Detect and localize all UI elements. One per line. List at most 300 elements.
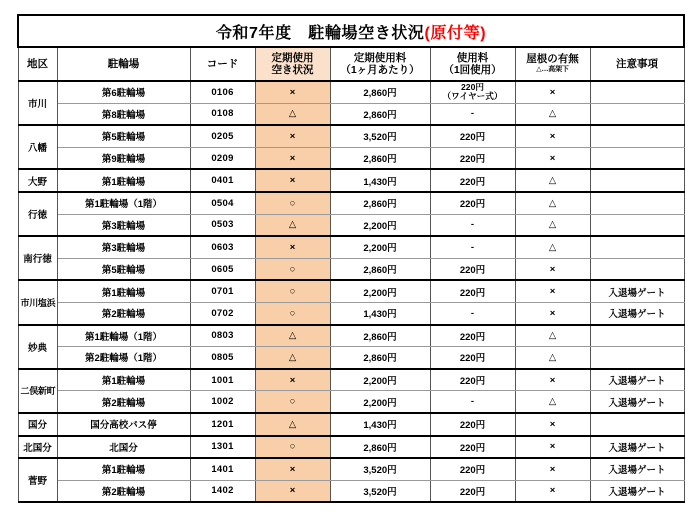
single-use-fee-note: （ワイヤー式） xyxy=(442,91,503,102)
availability-status-cell xyxy=(255,325,330,347)
title-row xyxy=(18,15,684,47)
area-label-text: 市川塩浜 xyxy=(20,297,56,308)
single-use-fee-cell xyxy=(430,458,515,480)
single-use-fee-text: 220円 xyxy=(461,82,484,93)
remarks-cell xyxy=(590,81,684,103)
remarks-cell xyxy=(590,325,684,347)
remarks-text: 入退場ゲート xyxy=(608,397,666,409)
parking-code-cell xyxy=(190,258,255,280)
parking-code-cell xyxy=(190,125,255,147)
roof-availability-symbol: △ xyxy=(548,396,557,408)
remarks-cell xyxy=(590,147,684,169)
parking-code-cell xyxy=(190,103,255,125)
remarks-cell xyxy=(590,436,684,459)
table-row xyxy=(18,125,684,147)
column-header-label: 屋根の有無 xyxy=(526,53,579,66)
remarks-cell xyxy=(590,192,684,214)
single-use-fee-cell xyxy=(430,413,515,436)
parking-name-cell xyxy=(57,125,190,147)
single-use-fee-cell xyxy=(430,325,515,347)
roof-availability-cell xyxy=(515,258,590,280)
single-use-fee-cell xyxy=(430,103,515,125)
single-use-fee-text: - xyxy=(470,396,475,408)
roof-availability-symbol: × xyxy=(549,152,556,164)
availability-status-symbol: × xyxy=(289,152,296,164)
area-label xyxy=(18,81,57,125)
roof-availability-cell xyxy=(515,302,590,324)
roof-availability-symbol: × xyxy=(549,307,556,319)
remarks-cell xyxy=(590,214,684,236)
parking-code-text: 0805 xyxy=(211,351,234,363)
roof-availability-cell xyxy=(515,480,590,502)
single-use-fee-cell xyxy=(430,302,515,324)
roof-availability-cell xyxy=(515,413,590,436)
single-use-fee-text: 220円 xyxy=(459,486,486,498)
availability-status-cell xyxy=(255,147,330,169)
parking-code-cell xyxy=(190,302,255,324)
table-row xyxy=(18,347,684,369)
parking-code-cell xyxy=(190,192,255,214)
availability-status-symbol: △ xyxy=(288,330,297,342)
monthly-fee-cell xyxy=(330,325,430,347)
single-use-fee-text: - xyxy=(470,108,475,120)
area-label-text: 国分 xyxy=(27,420,47,432)
table-row xyxy=(18,169,684,192)
availability-status-cell xyxy=(255,391,330,413)
parking-name-cell xyxy=(57,480,190,502)
parking-name-text: 第5駐輪場 xyxy=(101,265,146,277)
monthly-fee-text: 2,200円 xyxy=(363,243,397,255)
single-use-fee-text: 220円 xyxy=(459,376,486,388)
parking-name-cell xyxy=(57,81,190,103)
remarks-text: 入退場ゲート xyxy=(608,442,666,454)
availability-status-cell xyxy=(255,302,330,324)
availability-status-symbol: △ xyxy=(288,418,297,430)
roof-availability-symbol: △ xyxy=(548,108,557,120)
remarks-cell xyxy=(590,169,684,192)
table-row xyxy=(18,391,684,413)
parking-code-text: 0106 xyxy=(211,86,234,98)
parking-name-text: 第8駐輪場 xyxy=(101,109,146,121)
monthly-fee-cell xyxy=(330,258,430,280)
roof-availability-symbol: × xyxy=(549,485,556,497)
parking-code-cell xyxy=(190,436,255,459)
parking-name-text: 第1駐輪場（1階） xyxy=(84,199,163,211)
parking-name-text: 第3駐輪場 xyxy=(101,243,146,255)
monthly-fee-text: 1,430円 xyxy=(363,176,397,188)
availability-status-cell xyxy=(255,369,330,391)
monthly-fee-cell xyxy=(330,192,430,214)
monthly-fee-text: 2,200円 xyxy=(363,397,397,409)
monthly-fee-text: 2,860円 xyxy=(363,154,397,166)
single-use-fee-text: 220円 xyxy=(459,265,486,277)
parking-name-cell xyxy=(57,236,190,258)
area-label-text: 八幡 xyxy=(27,143,47,155)
remarks-cell xyxy=(590,458,684,480)
parking-name-cell xyxy=(57,302,190,324)
column-header-label: コード xyxy=(206,57,239,70)
parking-code-text: 1402 xyxy=(211,485,234,497)
table-row xyxy=(18,458,684,480)
parking-code-cell xyxy=(190,236,255,258)
monthly-fee-cell xyxy=(330,391,430,413)
parking-name-cell xyxy=(57,258,190,280)
parking-code-text: 0401 xyxy=(211,175,234,187)
single-use-fee-cell xyxy=(430,369,515,391)
availability-status-symbol: ○ xyxy=(289,307,296,319)
availability-status-cell xyxy=(255,458,330,480)
roof-availability-cell xyxy=(515,192,590,214)
roof-availability-symbol: × xyxy=(549,463,556,475)
parking-code-text: 0108 xyxy=(211,108,234,120)
monthly-fee-text: 3,520円 xyxy=(363,465,397,477)
roof-availability-symbol: × xyxy=(549,263,556,275)
monthly-fee-text: 2,860円 xyxy=(363,88,397,100)
roof-availability-cell xyxy=(515,436,590,459)
area-label xyxy=(18,280,57,324)
single-use-fee-cell xyxy=(430,258,515,280)
parking-name-text: 第1駐輪場 xyxy=(101,376,146,388)
availability-status-cell xyxy=(255,192,330,214)
parking-name-cell xyxy=(57,458,190,480)
remarks-cell xyxy=(590,413,684,436)
monthly-fee-cell xyxy=(330,369,430,391)
monthly-fee-text: 2,200円 xyxy=(363,220,397,232)
monthly-fee-cell xyxy=(330,436,430,459)
column-header-label: 使用料 xyxy=(456,51,489,64)
parking-code-text: 1002 xyxy=(211,396,234,408)
parking-availability-table xyxy=(17,14,685,503)
header-row xyxy=(18,47,684,81)
column-header-monthly xyxy=(330,47,430,81)
monthly-fee-cell xyxy=(330,347,430,369)
availability-status-symbol: × xyxy=(289,463,296,475)
remarks-text: 入退場ゲート xyxy=(608,465,666,477)
table-row xyxy=(18,302,684,324)
availability-status-symbol: ○ xyxy=(289,396,296,408)
availability-status-symbol: × xyxy=(289,86,296,98)
availability-status-symbol: △ xyxy=(288,108,297,120)
availability-status-symbol: ○ xyxy=(289,286,296,298)
roof-availability-cell xyxy=(515,214,590,236)
availability-status-symbol: ○ xyxy=(289,441,296,453)
parking-code-text: 1301 xyxy=(211,441,234,453)
column-header-code xyxy=(190,47,255,81)
roof-availability-symbol: × xyxy=(549,441,556,453)
single-use-fee-cell xyxy=(430,125,515,147)
remarks-cell xyxy=(590,280,684,302)
monthly-fee-text: 2,860円 xyxy=(363,109,397,121)
availability-status-symbol: × xyxy=(289,485,296,497)
remarks-cell xyxy=(590,391,684,413)
area-label xyxy=(18,236,57,280)
remarks-cell xyxy=(590,236,684,258)
parking-name-text: 第2駐輪場 xyxy=(101,309,146,321)
parking-name-cell xyxy=(57,413,190,436)
remarks-text: 入退場ゲート xyxy=(608,287,666,299)
monthly-fee-text: 3,520円 xyxy=(363,132,397,144)
area-label-text: 市川 xyxy=(27,99,47,111)
remarks-cell xyxy=(590,258,684,280)
roof-availability-cell xyxy=(515,391,590,413)
monthly-fee-cell xyxy=(330,302,430,324)
monthly-fee-text: 2,860円 xyxy=(363,265,397,277)
remarks-cell xyxy=(590,347,684,369)
monthly-fee-text: 1,430円 xyxy=(363,420,397,432)
availability-status-symbol: × xyxy=(289,241,296,253)
parking-name-cell xyxy=(57,169,190,192)
availability-status-cell xyxy=(255,347,330,369)
single-use-fee-cell xyxy=(430,147,515,169)
parking-code-text: 0504 xyxy=(211,197,234,209)
table-row xyxy=(18,369,684,391)
table-row xyxy=(18,280,684,302)
roof-availability-symbol: △ xyxy=(548,219,557,231)
column-header-note xyxy=(590,47,684,81)
roof-availability-symbol: × xyxy=(549,286,556,298)
monthly-fee-text: 2,200円 xyxy=(363,287,397,299)
parking-name-cell xyxy=(57,391,190,413)
roof-availability-symbol: × xyxy=(549,130,556,142)
parking-code-text: 0503 xyxy=(211,219,234,231)
monthly-fee-text: 2,860円 xyxy=(363,331,397,343)
roof-availability-cell xyxy=(515,103,590,125)
parking-code-text: 1001 xyxy=(211,374,234,386)
table-row xyxy=(18,258,684,280)
parking-name-text: 第1駐輪場（1階） xyxy=(84,331,163,343)
column-header-label: 定期使用 xyxy=(271,51,314,64)
column-header-roof xyxy=(515,47,590,81)
parking-code-cell xyxy=(190,214,255,236)
availability-status-cell xyxy=(255,169,330,192)
area-label-text: 二俣新町 xyxy=(20,386,56,397)
area-label xyxy=(18,369,57,413)
parking-code-text: 0701 xyxy=(211,286,234,298)
parking-code-cell xyxy=(190,325,255,347)
parking-name-cell xyxy=(57,192,190,214)
parking-name-cell xyxy=(57,214,190,236)
single-use-fee-cell xyxy=(430,169,515,192)
availability-status-cell xyxy=(255,480,330,502)
single-use-fee-text: 220円 xyxy=(459,420,486,432)
sheet-title-main: 令和7年度 駐輪場空き状況 xyxy=(215,24,425,42)
parking-name-text: 第2駐輪場 xyxy=(101,397,146,409)
single-use-fee-text: - xyxy=(470,219,475,231)
column-header-note: △…高架下 xyxy=(536,65,569,73)
roof-availability-cell xyxy=(515,280,590,302)
availability-status-cell xyxy=(255,236,330,258)
column-header-label-line2: 空き状況 xyxy=(271,64,314,76)
monthly-fee-cell xyxy=(330,214,430,236)
single-use-fee-text: 220円 xyxy=(459,132,486,144)
parking-name-text: 第2駐輪場 xyxy=(101,486,146,498)
area-label xyxy=(18,169,57,192)
parking-code-cell xyxy=(190,391,255,413)
single-use-fee-cell xyxy=(430,480,515,502)
table-row xyxy=(18,103,684,125)
parking-name-text: 北国分 xyxy=(109,442,138,454)
remarks-cell xyxy=(590,103,684,125)
parking-code-text: 0605 xyxy=(211,263,234,275)
parking-code-text: 0803 xyxy=(211,330,234,342)
table-row xyxy=(18,192,684,214)
parking-name-text: 第6駐輪場 xyxy=(101,88,146,100)
monthly-fee-cell xyxy=(330,103,430,125)
remarks-text: 入退場ゲート xyxy=(608,376,666,388)
parking-name-cell xyxy=(57,436,190,459)
remarks-text: 入退場ゲート xyxy=(608,486,666,498)
column-header-label: 駐輪場 xyxy=(107,57,140,70)
column-header-label: 地区 xyxy=(27,57,48,70)
monthly-fee-text: 2,200円 xyxy=(363,376,397,388)
table-row xyxy=(18,480,684,502)
availability-status-symbol: ○ xyxy=(289,197,296,209)
area-label-text: 菅野 xyxy=(27,476,47,488)
parking-name-text: 第9駐輪場 xyxy=(101,154,146,166)
parking-code-cell xyxy=(190,369,255,391)
single-use-fee-cell xyxy=(430,214,515,236)
table-row xyxy=(18,214,684,236)
availability-status-cell xyxy=(255,436,330,459)
parking-name-cell xyxy=(57,147,190,169)
parking-code-cell xyxy=(190,147,255,169)
column-header-name xyxy=(57,47,190,81)
single-use-fee-cell xyxy=(430,436,515,459)
parking-code-text: 1401 xyxy=(211,463,234,475)
parking-name-cell xyxy=(57,280,190,302)
monthly-fee-cell xyxy=(330,81,430,103)
column-header-status xyxy=(255,47,330,81)
parking-code-text: 1201 xyxy=(211,418,234,430)
parking-name-text: 第5駐輪場 xyxy=(101,132,146,144)
parking-code-cell xyxy=(190,280,255,302)
single-use-fee-text: 220円 xyxy=(459,199,486,211)
monthly-fee-cell xyxy=(330,147,430,169)
single-use-fee-text: 220円 xyxy=(459,287,486,299)
parking-name-cell xyxy=(57,369,190,391)
table-row xyxy=(18,413,684,436)
availability-status-symbol: × xyxy=(289,374,296,386)
table-body xyxy=(18,15,684,502)
parking-name-text: 第3駐輪場 xyxy=(101,220,146,232)
availability-status-cell xyxy=(255,214,330,236)
area-label xyxy=(18,125,57,169)
table-row xyxy=(18,436,684,459)
parking-code-cell xyxy=(190,81,255,103)
monthly-fee-text: 1,430円 xyxy=(363,309,397,321)
remarks-cell xyxy=(590,125,684,147)
parking-code-cell xyxy=(190,480,255,502)
monthly-fee-cell xyxy=(330,236,430,258)
column-header-label: 定期使用料 xyxy=(353,51,407,64)
roof-availability-cell xyxy=(515,458,590,480)
roof-availability-symbol: △ xyxy=(548,330,557,342)
remarks-cell xyxy=(590,369,684,391)
monthly-fee-cell xyxy=(330,413,430,436)
roof-availability-symbol: △ xyxy=(548,197,557,209)
roof-availability-cell xyxy=(515,325,590,347)
sheet-title xyxy=(18,15,684,47)
parking-name-cell xyxy=(57,103,190,125)
sheet-title-sub: (原付等) xyxy=(424,24,487,42)
availability-status-symbol: ○ xyxy=(289,263,296,275)
roof-availability-cell xyxy=(515,169,590,192)
table-row xyxy=(18,325,684,347)
monthly-fee-cell xyxy=(330,480,430,502)
parking-code-cell xyxy=(190,413,255,436)
availability-status-cell xyxy=(255,81,330,103)
single-use-fee-cell xyxy=(430,280,515,302)
monthly-fee-cell xyxy=(330,280,430,302)
roof-availability-cell xyxy=(515,125,590,147)
monthly-fee-cell xyxy=(330,169,430,192)
parking-name-cell xyxy=(57,347,190,369)
single-use-fee-text: 220円 xyxy=(459,442,486,454)
area-label-text: 南行徳 xyxy=(23,254,52,266)
column-header-label-line2: （1回使用） xyxy=(443,64,502,76)
single-use-fee-cell xyxy=(430,391,515,413)
area-label-text: 大野 xyxy=(27,176,47,188)
monthly-fee-text: 3,520円 xyxy=(363,486,397,498)
roof-availability-cell xyxy=(515,369,590,391)
roof-availability-symbol: △ xyxy=(548,175,557,187)
parking-name-text: 第1駐輪場 xyxy=(101,287,146,299)
roof-availability-symbol: × xyxy=(549,418,556,430)
area-label xyxy=(18,192,57,236)
single-use-fee-cell xyxy=(430,81,515,103)
monthly-fee-text: 2,860円 xyxy=(363,442,397,454)
area-label xyxy=(18,413,57,436)
availability-status-symbol: △ xyxy=(288,351,297,363)
area-label-text: 妙典 xyxy=(27,342,47,354)
parking-code-cell xyxy=(190,458,255,480)
parking-name-text: 第2駐輪場（1階） xyxy=(84,353,163,365)
availability-status-symbol: × xyxy=(289,130,296,142)
area-label xyxy=(18,436,57,459)
roof-availability-symbol: △ xyxy=(548,241,557,253)
parking-code-text: 0603 xyxy=(211,241,234,253)
roof-availability-cell xyxy=(515,236,590,258)
parking-code-text: 0205 xyxy=(211,130,234,142)
single-use-fee-text: 220円 xyxy=(459,331,486,343)
roof-availability-symbol: × xyxy=(549,374,556,386)
roof-availability-cell xyxy=(515,147,590,169)
availability-status-cell xyxy=(255,413,330,436)
availability-status-cell xyxy=(255,258,330,280)
monthly-fee-text: 2,860円 xyxy=(363,353,397,365)
area-label xyxy=(18,325,57,369)
roof-availability-symbol: △ xyxy=(548,351,557,363)
parking-code-cell xyxy=(190,347,255,369)
area-label-text: 北国分 xyxy=(23,442,52,454)
availability-status-symbol: × xyxy=(289,175,296,187)
table-row xyxy=(18,147,684,169)
monthly-fee-cell xyxy=(330,125,430,147)
single-use-fee-text: 220円 xyxy=(459,465,486,477)
single-use-fee-text: 220円 xyxy=(459,176,486,188)
availability-status-cell xyxy=(255,125,330,147)
area-label xyxy=(18,458,57,502)
single-use-fee-text: - xyxy=(470,241,475,253)
parking-name-text: 第1駐輪場 xyxy=(101,176,146,188)
roof-availability-cell xyxy=(515,347,590,369)
column-header-label-line2: （1ヶ月あたり） xyxy=(340,64,420,76)
parking-code-text: 0702 xyxy=(211,307,234,319)
single-use-fee-text: - xyxy=(470,307,475,319)
monthly-fee-text: 2,860円 xyxy=(363,199,397,211)
single-use-fee-cell xyxy=(430,192,515,214)
single-use-fee-text: 220円 xyxy=(459,353,486,365)
